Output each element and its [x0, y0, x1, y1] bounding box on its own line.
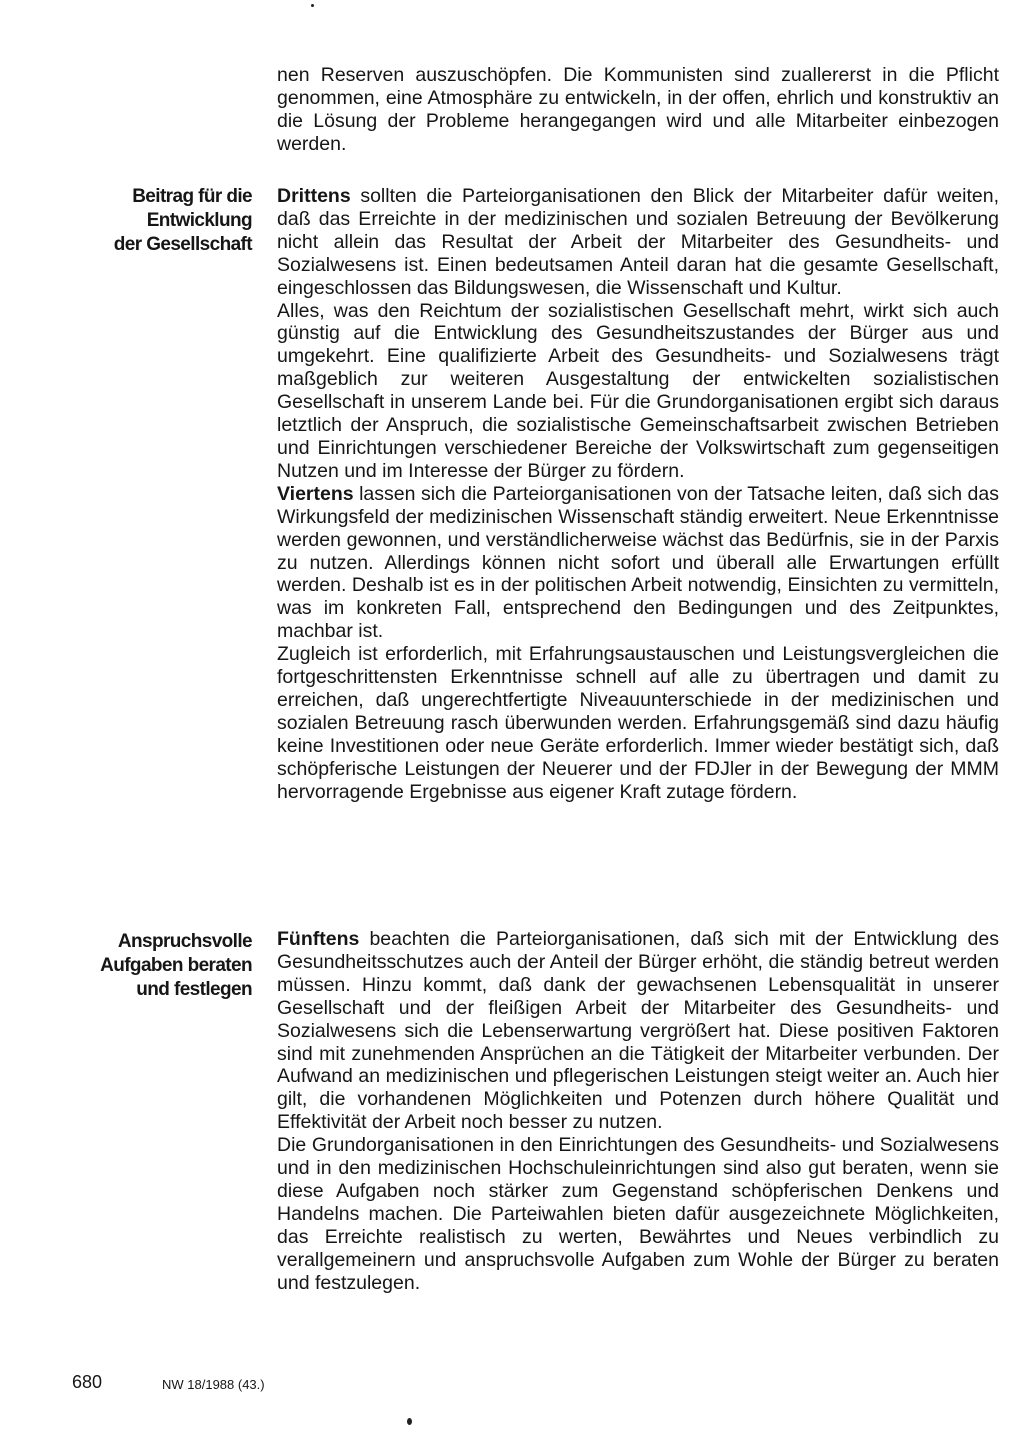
margin-heading-tasks	[52, 930, 252, 1002]
paragraph-lead: Drittens	[277, 185, 351, 207]
paragraph-fuenftens	[277, 928, 999, 1134]
margin-heading-contribution	[52, 185, 252, 257]
paragraph-text: beachten die Parteiorganisationen, daß sich mit der Entwicklung des Gesundheitsschutzes auch der Anteil der Bürger erhöht, die ständig betreut werden müssen. Hinzu kommt, daß dank der gewachsenen Lebensqualität in unserer Gesellschaft und der fleißigen Arbeit der Mitarbeiter des Gesundheits- und Sozialwesens sich die Lebenserwartung vergrößert hat. Diese positiven Faktoren sind mit zunehmenden Ansprüchen an die Tätigkeit der Mitarbeiter verbunden. Der Aufwand an medizinischen und pflegerischen Leistungen steigt weiter an. Auch hier gilt, die vorhandenen Möglichkeiten und Potenzen durch höhere Qualität und Effektivität der Arbeit noch besser zu nutzen.	[277, 928, 999, 1134]
paragraph-lead: Fünftens	[277, 928, 360, 950]
text-block-intro	[277, 64, 999, 156]
margin-heading-line: Entwicklung	[146, 210, 252, 231]
paragraph-grund: Die Grundorganisationen in den Einrichtungen des Gesundheits- und Sozialwesens und in den medizinischen Hochschuleinrichtungen sind also gut beraten, wenn sie diese Aufgaben noch stärker zum Gegenstand schöpferischen Denkens und Handelns machen. Die Parteiwahlen bieten dafür ausgezeichnete Möglichkeiten, das Erreichte realistisch zu werten, Bewährtes und Neues verbindlich zu verallgemeinern und anspruchsvolle Aufgaben zum Wohle der Bürger zu beraten und festzulegen.	[277, 1134, 999, 1294]
margin-heading-line: Anspruchsvolle	[117, 931, 252, 952]
paragraph-viertens	[277, 483, 999, 643]
paragraph-lead: Viertens	[277, 482, 354, 505]
text-block-final	[277, 928, 999, 1295]
page-number: 680	[72, 1372, 103, 1392]
margin-heading-line: und festlegen	[136, 979, 252, 1000]
print-speck	[311, 4, 314, 7]
margin-heading-line: Aufgaben beraten	[100, 955, 252, 976]
text-block-main	[277, 185, 999, 803]
margin-heading-line: der Gesellschaft	[113, 234, 252, 255]
margin-heading-line: Beitrag für die	[132, 186, 252, 207]
paragraph-intro: nen Reserven auszuschöpfen. Die Kommunisten sind zuallererst in die Pflicht genommen, eine Atmosphäre zu entwickeln, in der offen, ehrlich und konstruktiv an die Lösung der Probleme herangegangen wird und alle Mitarbeiter einbezogen werden.	[277, 64, 999, 155]
paragraph-text: lassen sich die Parteiorganisationen von der Tatsache leiten, daß sich das Wirkungsfeld der medizinischen Wissenschaft ständig erweitert. Neue Erkenntnisse werden gewonnen, und verständlicherweise wächst das Bedürfnis, sie in der Parxis zu nutzen. Allerdings können nicht sofort und überall alle Erwartungen erfüllt werden. Deshalb ist es in der politischen Arbeit notwendig, Einsichten zu vermitteln, was im konkreten Fall, entsprechend den Bedingungen und des Zeitpunktes, machbar ist.	[277, 482, 999, 643]
paragraph-drittens	[277, 185, 999, 300]
print-speck	[407, 1418, 412, 1425]
paragraph-zugleich: Zugleich ist erforderlich, mit Erfahrungsaustauschen und Leistungsvergleichen die fortgeschrittensten Erkenntnisse schnell auf alle zu übertragen und damit zu erreichen, daß ungerechtfertigte Niveauunterschiede in der medizinischen und sozialen Betreuung rasch überwunden werden. Erfahrungsgemäß sind dazu häufig keine Investitionen oder neue Geräte erforderlich. Immer wieder bestätigt sich, daß schöpferische Leistungen der Neuerer und der FDJler in der Bewegung der MMM hervorragende Ergebnisse aus eigener Kraft zutage fördern.	[277, 643, 999, 803]
paragraph-alles: Alles, was den Reichtum der sozialistischen Gesellschaft mehrt, wirkt sich auch günstig auf die Entwicklung des Gesundheitszustandes der Bürger aus und umgekehrt. Eine qualifizierte Arbeit des Gesundheits- und Sozialwesens trägt maßgeblich zur weiteren Ausgestaltung der entwickelten sozialistischen Gesellschaft in unserem Lande bei. Für die Grundorganisationen ergibt sich daraus letztlich der Anspruch, die sozialistische Gemeinschaftsarbeit zwischen Betrieben und Einrichtungen verschiedener Bereiche der Volkswirtschaft zum gegenseitigen Nutzen und im Interesse der Bürger zu fördern.	[277, 299, 999, 482]
issue-reference: NW 18/1988 (43.)	[162, 1377, 265, 1392]
paragraph-text: sollten die Parteiorganisationen den Blick der Mitarbeiter dafür weiten, daß das Erreichte in der medizinischen und sozialen Betreuung der Bevölkerung nicht allein das Resultat der Arbeit der Mitarbeiter des Gesundheits- und Sozialwesens ist. Einen bedeutsamen Anteil daran hat die gesamte Gesellschaft, eingeschlossen das Bildungswesen, die Wissenschaft und Kultur.	[277, 185, 999, 299]
